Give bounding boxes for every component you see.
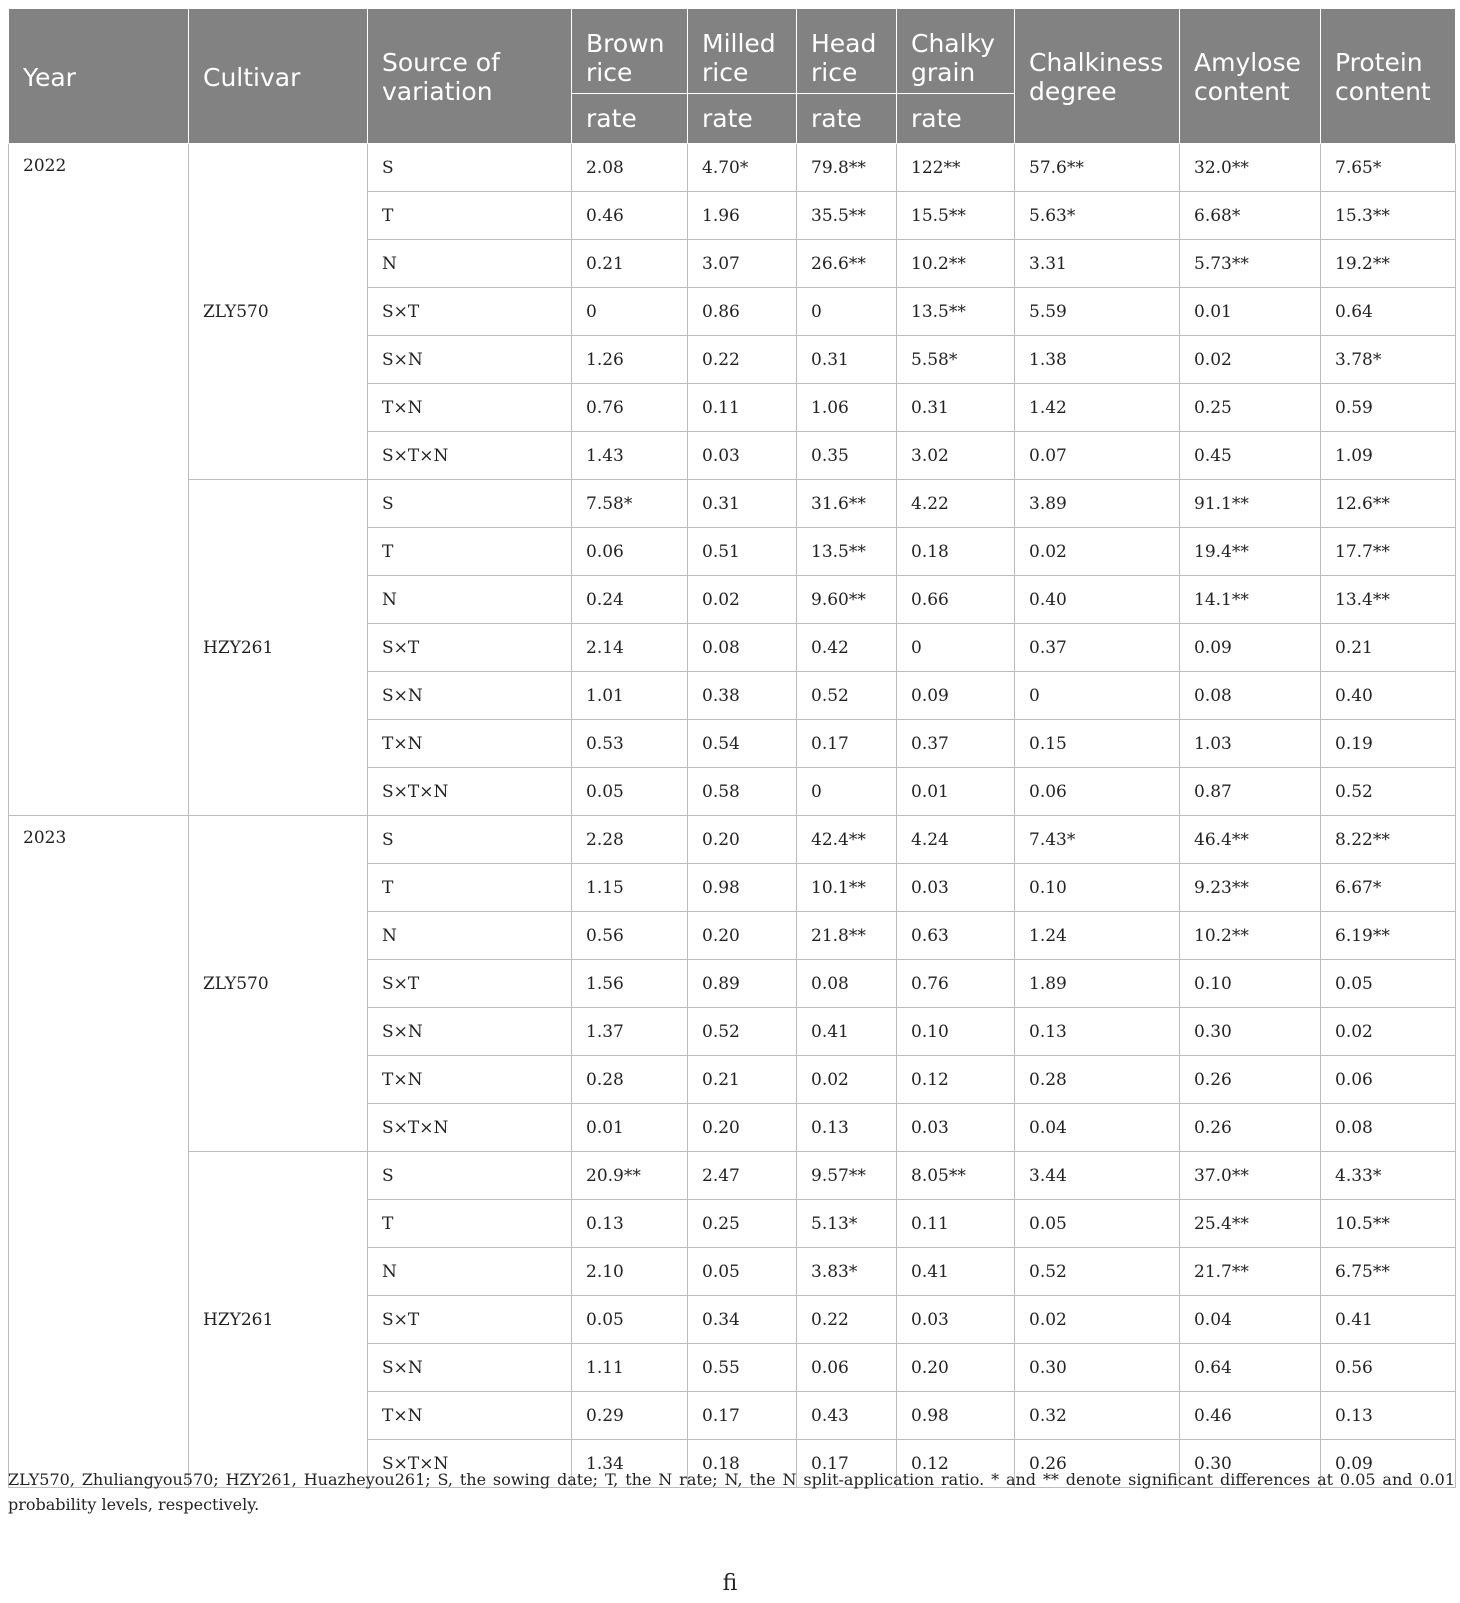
value-cell: 1.11: [572, 1344, 688, 1392]
value-cell: 0.01: [897, 768, 1015, 816]
value-cell: 0.56: [1321, 1344, 1456, 1392]
value-cell: 0.12: [897, 1440, 1015, 1488]
source-cell: T×N: [368, 384, 572, 432]
value-cell: 21.8**: [797, 912, 897, 960]
header-amylose-content: Amylose content: [1180, 9, 1321, 144]
value-cell: 0.38: [688, 672, 797, 720]
value-cell: 0.08: [797, 960, 897, 1008]
value-cell: 0.87: [1180, 768, 1321, 816]
value-cell: 8.05**: [897, 1152, 1015, 1200]
value-cell: 0.17: [688, 1392, 797, 1440]
value-cell: 57.6**: [1015, 144, 1180, 192]
value-cell: 2.08: [572, 144, 688, 192]
value-cell: 5.58*: [897, 336, 1015, 384]
cultivar-cell: HZY261: [189, 1152, 368, 1488]
value-cell: 0.55: [688, 1344, 797, 1392]
source-cell: T: [368, 1200, 572, 1248]
value-cell: 0.52: [1015, 1248, 1180, 1296]
value-cell: 0.31: [897, 384, 1015, 432]
value-cell: 0.10: [1015, 864, 1180, 912]
value-cell: 0.05: [688, 1248, 797, 1296]
value-cell: 0.21: [572, 240, 688, 288]
value-cell: 0.20: [688, 912, 797, 960]
value-cell: 0: [797, 768, 897, 816]
value-cell: 0.58: [688, 768, 797, 816]
value-cell: 0: [572, 288, 688, 336]
value-cell: 1.56: [572, 960, 688, 1008]
value-cell: 0.17: [797, 720, 897, 768]
header-chalky-grain-rate: rate: [897, 94, 1015, 144]
value-cell: 0.40: [1321, 672, 1456, 720]
value-cell: 46.4**: [1180, 816, 1321, 864]
value-cell: 0.05: [1015, 1200, 1180, 1248]
value-cell: 0.24: [572, 576, 688, 624]
value-cell: 2.47: [688, 1152, 797, 1200]
value-cell: 0.34: [688, 1296, 797, 1344]
value-cell: 0.06: [797, 1344, 897, 1392]
value-cell: 37.0**: [1180, 1152, 1321, 1200]
value-cell: 0.20: [688, 1104, 797, 1152]
value-cell: 0.25: [688, 1200, 797, 1248]
value-cell: 0.40: [1015, 576, 1180, 624]
value-cell: 0.06: [1015, 768, 1180, 816]
value-cell: 1.01: [572, 672, 688, 720]
value-cell: 1.34: [572, 1440, 688, 1488]
source-cell: S: [368, 144, 572, 192]
value-cell: 17.7**: [1321, 528, 1456, 576]
value-cell: 15.5**: [897, 192, 1015, 240]
value-cell: 0: [797, 288, 897, 336]
value-cell: 0.11: [897, 1200, 1015, 1248]
source-cell: S×T: [368, 624, 572, 672]
source-cell: N: [368, 576, 572, 624]
value-cell: 10.1**: [797, 864, 897, 912]
table-footnote: ZLY570, Zhuliangyou570; HZY261, Huazheyou261; S, the sowing date; T, the N rate; N, the N split-application ratio. * and ** denote significant differences at 0.05 and 0.01 probability levels, respectively.: [8, 1470, 1455, 1514]
value-cell: 0.41: [1321, 1296, 1456, 1344]
value-cell: 0.98: [897, 1392, 1015, 1440]
value-cell: 4.22: [897, 480, 1015, 528]
header-cultivar: Cultivar: [189, 9, 368, 144]
table-body: [9, 144, 1456, 1488]
value-cell: 0.86: [688, 288, 797, 336]
value-cell: 5.73**: [1180, 240, 1321, 288]
value-cell: 0.02: [1015, 528, 1180, 576]
header-brown-rice-rate: rate: [572, 94, 688, 144]
value-cell: 0.30: [1180, 1440, 1321, 1488]
value-cell: 1.37: [572, 1008, 688, 1056]
value-cell: 0.19: [1321, 720, 1456, 768]
source-cell: S×N: [368, 1008, 572, 1056]
header-chalky-grain: Chalky grain: [897, 9, 1015, 94]
value-cell: 1.38: [1015, 336, 1180, 384]
value-cell: 0.37: [897, 720, 1015, 768]
value-cell: 0.22: [797, 1296, 897, 1344]
value-cell: 5.63*: [1015, 192, 1180, 240]
value-cell: 0.12: [897, 1056, 1015, 1104]
value-cell: 35.5**: [797, 192, 897, 240]
value-cell: 0.13: [1321, 1392, 1456, 1440]
table-row: [9, 480, 1456, 528]
value-cell: 14.1**: [1180, 576, 1321, 624]
value-cell: 0.41: [797, 1008, 897, 1056]
value-cell: 0.41: [897, 1248, 1015, 1296]
value-cell: 0.18: [897, 528, 1015, 576]
value-cell: 0.09: [897, 672, 1015, 720]
source-cell: N: [368, 240, 572, 288]
value-cell: 0.52: [797, 672, 897, 720]
value-cell: 0: [897, 624, 1015, 672]
year-cell: 2023: [9, 816, 189, 1488]
value-cell: 0.30: [1180, 1008, 1321, 1056]
value-cell: 3.02: [897, 432, 1015, 480]
source-cell: T×N: [368, 1056, 572, 1104]
value-cell: 7.58*: [572, 480, 688, 528]
value-cell: 0.09: [1321, 1440, 1456, 1488]
value-cell: 4.33*: [1321, 1152, 1456, 1200]
source-cell: S×T: [368, 960, 572, 1008]
value-cell: 0.06: [572, 528, 688, 576]
value-cell: 79.8**: [797, 144, 897, 192]
value-cell: 3.83*: [797, 1248, 897, 1296]
value-cell: 13.4**: [1321, 576, 1456, 624]
value-cell: 0.26: [1015, 1440, 1180, 1488]
value-cell: 0.21: [1321, 624, 1456, 672]
value-cell: 6.75**: [1321, 1248, 1456, 1296]
header-milled-rice: Milled rice: [688, 9, 797, 94]
value-cell: 0.05: [572, 1296, 688, 1344]
value-cell: 4.70*: [688, 144, 797, 192]
value-cell: 0.63: [897, 912, 1015, 960]
source-cell: S×N: [368, 1344, 572, 1392]
value-cell: 26.6**: [797, 240, 897, 288]
value-cell: 3.44: [1015, 1152, 1180, 1200]
table-container: [8, 8, 1455, 1488]
value-cell: 0.22: [688, 336, 797, 384]
value-cell: 0.09: [1180, 624, 1321, 672]
value-cell: 6.19**: [1321, 912, 1456, 960]
value-cell: 13.5**: [797, 528, 897, 576]
source-cell: S: [368, 816, 572, 864]
value-cell: 3.07: [688, 240, 797, 288]
source-cell: S×T×N: [368, 768, 572, 816]
value-cell: 0.13: [797, 1104, 897, 1152]
cultivar-cell: ZLY570: [189, 144, 368, 480]
value-cell: 10.5**: [1321, 1200, 1456, 1248]
value-cell: 13.5**: [897, 288, 1015, 336]
value-cell: 0.28: [1015, 1056, 1180, 1104]
value-cell: 25.4**: [1180, 1200, 1321, 1248]
value-cell: 0.20: [688, 816, 797, 864]
cultivar-cell: ZLY570: [189, 816, 368, 1152]
value-cell: 1.43: [572, 432, 688, 480]
source-cell: S×T×N: [368, 1104, 572, 1152]
value-cell: 2.14: [572, 624, 688, 672]
source-cell: N: [368, 912, 572, 960]
value-cell: 4.24: [897, 816, 1015, 864]
value-cell: 5.59: [1015, 288, 1180, 336]
value-cell: 3.31: [1015, 240, 1180, 288]
value-cell: 0.64: [1180, 1344, 1321, 1392]
value-cell: 0.76: [572, 384, 688, 432]
value-cell: 0.17: [797, 1440, 897, 1488]
value-cell: 0.56: [572, 912, 688, 960]
value-cell: 0.05: [572, 768, 688, 816]
value-cell: 0.03: [897, 1296, 1015, 1344]
value-cell: 0.35: [797, 432, 897, 480]
header-brown-rice: Brown rice: [572, 9, 688, 94]
value-cell: 0.08: [1180, 672, 1321, 720]
value-cell: 5.13*: [797, 1200, 897, 1248]
value-cell: 0.31: [797, 336, 897, 384]
value-cell: 7.43*: [1015, 816, 1180, 864]
value-cell: 21.7**: [1180, 1248, 1321, 1296]
year-cell: 2022: [9, 144, 189, 816]
source-cell: S: [368, 480, 572, 528]
table-header: [9, 9, 1456, 144]
value-cell: 0.76: [897, 960, 1015, 1008]
value-cell: 3.89: [1015, 480, 1180, 528]
value-cell: 0.43: [797, 1392, 897, 1440]
value-cell: 0.10: [897, 1008, 1015, 1056]
value-cell: 9.23**: [1180, 864, 1321, 912]
value-cell: 0.15: [1015, 720, 1180, 768]
value-cell: 0.31: [688, 480, 797, 528]
source-cell: S×T: [368, 288, 572, 336]
value-cell: 6.68*: [1180, 192, 1321, 240]
value-cell: 0.54: [688, 720, 797, 768]
bottom-glyph: ﬁ: [722, 1571, 738, 1596]
value-cell: 0.26: [1180, 1104, 1321, 1152]
value-cell: 0.02: [797, 1056, 897, 1104]
value-cell: 0.21: [688, 1056, 797, 1104]
value-cell: 0.46: [572, 192, 688, 240]
value-cell: 0.10: [1180, 960, 1321, 1008]
value-cell: 12.6**: [1321, 480, 1456, 528]
table-row: [9, 1152, 1456, 1200]
value-cell: 0.64: [1321, 288, 1456, 336]
value-cell: 0.46: [1180, 1392, 1321, 1440]
value-cell: 3.78*: [1321, 336, 1456, 384]
source-cell: T×N: [368, 720, 572, 768]
value-cell: 0.25: [1180, 384, 1321, 432]
value-cell: 0.11: [688, 384, 797, 432]
value-cell: 0.52: [688, 1008, 797, 1056]
value-cell: 0.98: [688, 864, 797, 912]
value-cell: 19.4**: [1180, 528, 1321, 576]
table-row: [9, 816, 1456, 864]
header-chalkiness-degree: Chalkiness degree: [1015, 9, 1180, 144]
value-cell: 0.04: [1180, 1296, 1321, 1344]
value-cell: 32.0**: [1180, 144, 1321, 192]
value-cell: 10.2**: [897, 240, 1015, 288]
value-cell: 0.02: [1015, 1296, 1180, 1344]
value-cell: 1.26: [572, 336, 688, 384]
value-cell: 2.10: [572, 1248, 688, 1296]
value-cell: 0.02: [688, 576, 797, 624]
value-cell: 0.18: [688, 1440, 797, 1488]
source-cell: S: [368, 1152, 572, 1200]
value-cell: 0.06: [1321, 1056, 1456, 1104]
value-cell: 122**: [897, 144, 1015, 192]
value-cell: 0.07: [1015, 432, 1180, 480]
value-cell: 0.52: [1321, 768, 1456, 816]
value-cell: 8.22**: [1321, 816, 1456, 864]
value-cell: 1.06: [797, 384, 897, 432]
value-cell: 0.53: [572, 720, 688, 768]
value-cell: 0.28: [572, 1056, 688, 1104]
value-cell: 0.51: [688, 528, 797, 576]
value-cell: 42.4**: [797, 816, 897, 864]
value-cell: 0.03: [897, 864, 1015, 912]
value-cell: 20.9**: [572, 1152, 688, 1200]
value-cell: 0.02: [1321, 1008, 1456, 1056]
header-milled-rice-rate: rate: [688, 94, 797, 144]
source-cell: N: [368, 1248, 572, 1296]
value-cell: 0: [1015, 672, 1180, 720]
value-cell: 1.09: [1321, 432, 1456, 480]
header-year: Year: [9, 9, 189, 144]
value-cell: 0.59: [1321, 384, 1456, 432]
value-cell: 6.67*: [1321, 864, 1456, 912]
value-cell: 0.05: [1321, 960, 1456, 1008]
value-cell: 0.08: [688, 624, 797, 672]
value-cell: 1.03: [1180, 720, 1321, 768]
value-cell: 9.60**: [797, 576, 897, 624]
value-cell: 15.3**: [1321, 192, 1456, 240]
value-cell: 0.37: [1015, 624, 1180, 672]
source-cell: T×N: [368, 1392, 572, 1440]
value-cell: 0.01: [572, 1104, 688, 1152]
value-cell: 0.01: [1180, 288, 1321, 336]
value-cell: 1.89: [1015, 960, 1180, 1008]
value-cell: 31.6**: [797, 480, 897, 528]
value-cell: 0.89: [688, 960, 797, 1008]
header-head-rice-rate: rate: [797, 94, 897, 144]
source-cell: S×T×N: [368, 1440, 572, 1488]
value-cell: 7.65*: [1321, 144, 1456, 192]
source-cell: S×N: [368, 336, 572, 384]
value-cell: 0.03: [688, 432, 797, 480]
value-cell: 0.13: [1015, 1008, 1180, 1056]
value-cell: 0.26: [1180, 1056, 1321, 1104]
value-cell: 0.32: [1015, 1392, 1180, 1440]
source-cell: T: [368, 864, 572, 912]
value-cell: 0.13: [572, 1200, 688, 1248]
header-protein-content: Protein content: [1321, 9, 1456, 144]
anova-table: [8, 8, 1456, 1488]
value-cell: 91.1**: [1180, 480, 1321, 528]
source-cell: T: [368, 528, 572, 576]
value-cell: 0.08: [1321, 1104, 1456, 1152]
value-cell: 2.28: [572, 816, 688, 864]
value-cell: 9.57**: [797, 1152, 897, 1200]
value-cell: 0.30: [1015, 1344, 1180, 1392]
source-cell: S×N: [368, 672, 572, 720]
table-row: [9, 144, 1456, 192]
value-cell: 0.29: [572, 1392, 688, 1440]
cultivar-cell: HZY261: [189, 480, 368, 816]
value-cell: 0.66: [897, 576, 1015, 624]
value-cell: 0.03: [897, 1104, 1015, 1152]
value-cell: 0.20: [897, 1344, 1015, 1392]
source-cell: S×T×N: [368, 432, 572, 480]
value-cell: 1.96: [688, 192, 797, 240]
value-cell: 0.45: [1180, 432, 1321, 480]
value-cell: 10.2**: [1180, 912, 1321, 960]
value-cell: 1.24: [1015, 912, 1180, 960]
source-cell: T: [368, 192, 572, 240]
value-cell: 0.04: [1015, 1104, 1180, 1152]
header-source-of-variation: Source of variation: [368, 9, 572, 144]
value-cell: 19.2**: [1321, 240, 1456, 288]
value-cell: 0.42: [797, 624, 897, 672]
value-cell: 0.02: [1180, 336, 1321, 384]
source-cell: S×T: [368, 1296, 572, 1344]
value-cell: 1.42: [1015, 384, 1180, 432]
value-cell: 1.15: [572, 864, 688, 912]
header-head-rice: Head rice: [797, 9, 897, 94]
